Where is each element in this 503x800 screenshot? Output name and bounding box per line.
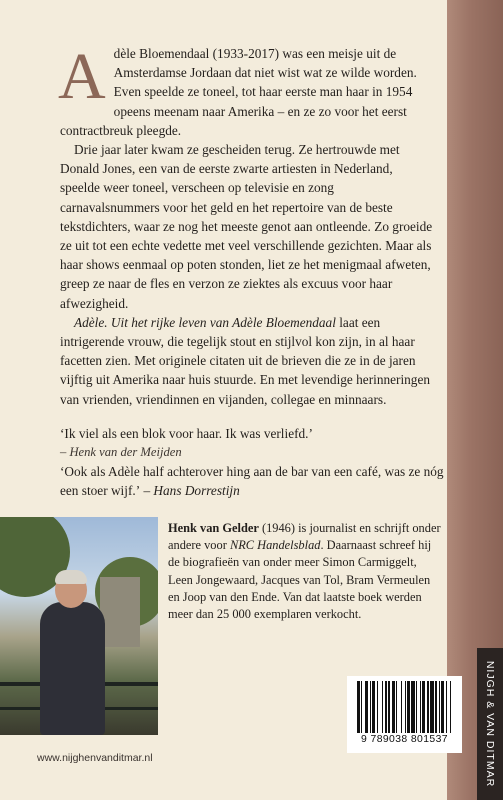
barcode-bar (451, 681, 452, 733)
author-name: Henk van Gelder (168, 521, 259, 535)
isbn-number: 9 789038 801537 (361, 734, 448, 745)
quote-2 (60, 462, 450, 500)
dropcap-letter: A (58, 40, 106, 113)
quote-2-author: – Hans Dorrestijn (140, 483, 240, 498)
newspaper-name: NRC Handelsblad (229, 538, 321, 553)
blurb-paragraph-1-text: dèle Bloemendaal (1933-2017) was een meisje uit de Amsterdamse Jordaan dat niet wist wat ze wilde worden. Even speelde ze toneel, tot haar eerste man haar in 1954 opeens meenam naar Amerika – en ze zo voor het eerst contractbreuk pleegde. (60, 46, 417, 138)
publisher-logo-tab (477, 648, 503, 800)
publisher-name: NIJGH & VAN DITMAR (484, 660, 496, 788)
photo-building (100, 577, 140, 647)
blurb-paragraph-1 (58, 40, 434, 140)
quote-2-text: ‘Ook als Adèle half achterover hing aan de bar van een café, was ze nóg een stoer wijf.’ (60, 464, 444, 498)
author-bio-text-2: . Daarnaast schreef hij de biografieën van onder meer Simon Carmiggelt, Leen Jongewaard, Jacques van Tol, Bram Vermeulen en Joop van den Ende. Van dat laatste boek werden meer dan 25 000 exemplaren verkocht. (168, 538, 432, 622)
review-quotes (60, 424, 450, 500)
blurb-text (58, 40, 434, 409)
author-photo (0, 517, 158, 735)
book-title-italic: Adèle. Uit het rijke leven van Adèle Bloemendaal (74, 314, 336, 330)
blurb-paragraph-2: Drie jaar later kwam ze gescheiden terug. Ze hertrouwde met Donald Jones, een van de eerste zwarte artiesten in Nederland, speelde weer toneel, verscheen op televisie en zong carnavalsnummers voor het geld en het repertoire van de beste tekstdichters, waar ze nog het meeste genot aan ontleende. Zo groeide ze uit tot een echte vedette met veel verschillende gezichten. Maar als haar shows eenmaal op poten stonden, liet ze het menigmaal afweten, greep ze naar de fles en verzon ze ziektes als excuus voor haar afwezigheid. (60, 142, 433, 311)
barcode-bars (357, 681, 453, 733)
author-bio-text-1: (1946) is journalist en schrijft onder andere voor (168, 521, 441, 553)
photo-person-body (40, 602, 105, 735)
author-bio (168, 520, 443, 623)
photo-person-hair (55, 570, 87, 584)
quote-1: ‘Ik viel als een blok voor haar. Ik was verliefd.’ (60, 426, 313, 441)
quote-1-author: – Henk van der Meijden (60, 445, 182, 459)
blurb-paragraph-3 (60, 313, 434, 409)
blurb-paragraph-3-text: laat een intrigerende vrouw, die tegelijk stout en stijlvol kon zijn, in al haar facetten zien. Met originele citaten uit de brieven die ze in de jaren vijftig uit Amerika naar huis stuurde. En met levendige herinneringen van vrienden, vriendinnen en vijanden, collegae en minnaars. (60, 314, 430, 407)
publisher-website: www.nijghenvanditmar.nl (37, 752, 153, 764)
isbn-barcode (347, 676, 462, 753)
